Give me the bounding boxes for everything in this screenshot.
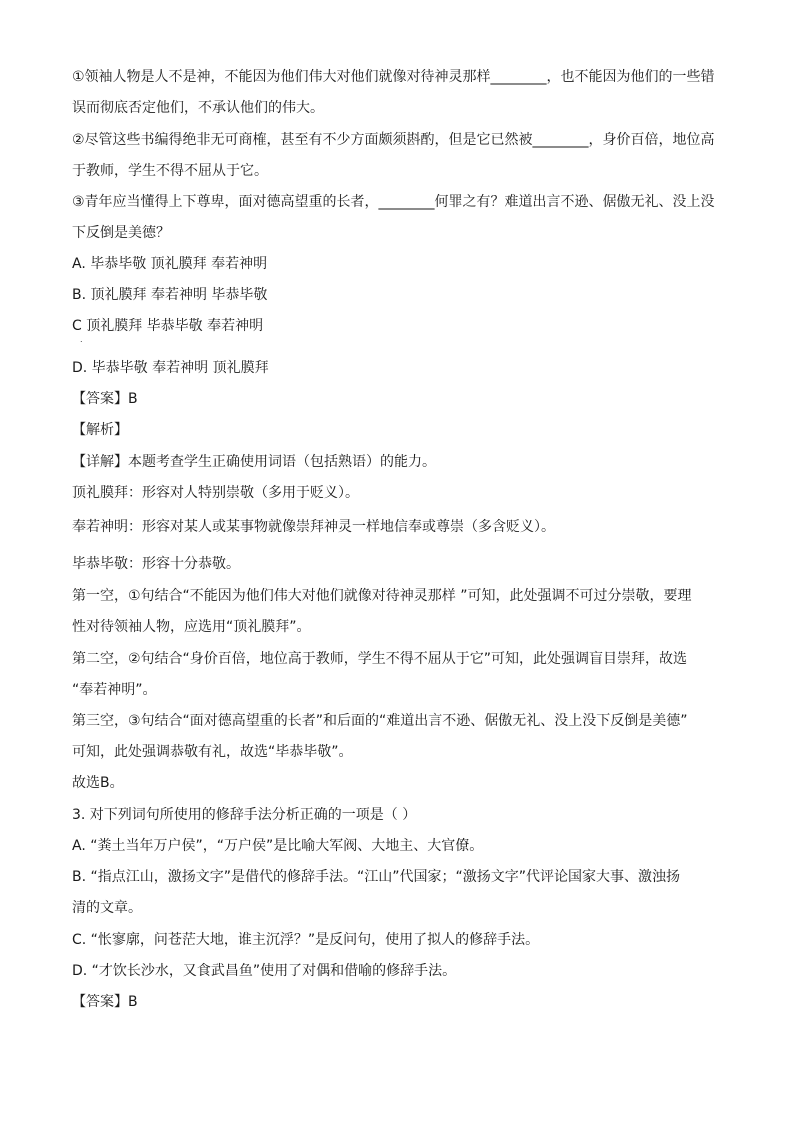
q3-option-b: B. “指点江山，激扬文字”是借代的修辞手法。“江山”代国家；“激扬文字”代评论国家大事、激浊扬 <box>72 869 681 885</box>
q3-option-a: A. “粪土当年万户侯”，“万户侯”是比喻大军阀、大地主、大官僚。 <box>72 838 484 854</box>
answer-label: 【答案】B <box>72 391 138 407</box>
blank-1-explanation-cont: 性对待领袖人物，应选用“顶礼膜拜”。 <box>72 619 311 635</box>
q3-option-d: D. “才饮长沙水，又食武昌鱼”使用了对偶和借喻的修辞手法。 <box>72 963 457 979</box>
q3-option-c: C. “怅寥廓，问苍茫大地，谁主沉浮？”是反问句，使用了拟人的修辞手法。 <box>72 932 540 948</box>
question-sentence-1-cont: 误而彻底否定他们，不承认他们的伟大。 <box>72 100 324 116</box>
stray-dot-mark: . <box>80 335 83 344</box>
definition-fengruo-shenming: 奉若神明：形容对某人或某事物就像崇拜神灵一样地信奉或尊崇（多含贬义）。 <box>72 519 555 535</box>
conclusion: 故选B。 <box>72 775 124 791</box>
question-sentence-3-cont: 下反倒是美德？ <box>72 225 170 241</box>
option-c: C 顶礼膜拜 毕恭毕敬 奉若神明 <box>72 318 264 334</box>
q3-answer-label: 【答案】B <box>72 994 138 1010</box>
detail-intro: 【详解】本题考查学生正确使用词语（包括熟语）的能力。 <box>72 454 436 470</box>
question-sentence-1: ①领袖人物是人不是神，不能因为他们伟大对他们就像对待神灵那样________，也不能因为他们的一些错 <box>72 69 715 85</box>
blank-3-explanation: 第三空，③句结合“面对德高望重的长者”和后面的“难道出言不逊、倨傲无礼、没上没下反倒是美德” <box>72 713 688 729</box>
question-sentence-3: ③青年应当懂得上下尊卑，面对德高望重的长者，________何罪之有？难道出言不逊、倨傲无礼、没上没 <box>72 194 715 210</box>
option-a: A. 毕恭毕敬 顶礼膜拜 奉若神明 <box>72 256 268 272</box>
question-sentence-2-cont: 于教师，学生不得不屈从于它。 <box>72 163 268 179</box>
definition-dingli-mobai: 顶礼膜拜：形容对人特别崇敬（多用于贬义）。 <box>72 485 359 501</box>
blank-3-explanation-cont: 可知，此处强调恭敬有礼，故选“毕恭毕敬”。 <box>72 744 353 760</box>
blank-2-explanation-cont: “奉若神明”。 <box>72 682 157 698</box>
blank-1-explanation: 第一空，①句结合“不能因为他们伟大对他们就像对待神灵那样 ”可知，此处强调不可过分崇敬，要理 <box>72 588 692 604</box>
q3-option-b-cont: 清的文章。 <box>72 900 142 916</box>
definition-bigong-bijing: 毕恭毕敬：形容十分恭敬。 <box>72 556 240 572</box>
blank-2-explanation: 第二空，②句结合“身价百倍，地位高于教师，学生不得不屈从于它”可知，此处强调盲目崇拜，故选 <box>72 651 688 667</box>
question-3-stem: 3. 对下列词句所使用的修辞手法分析正确的一项是（ ） <box>72 807 417 823</box>
analysis-label: 【解析】 <box>72 422 128 438</box>
option-d: D. 毕恭毕敬 奉若神明 顶礼膜拜 <box>72 360 269 376</box>
question-sentence-2: ②尽管这些书编得绝非无可商榷，甚至有不少方面颇须斟酌，但是它已然被________，身价百倍，地位高 <box>72 132 715 148</box>
option-b: B. 顶礼膜拜 奉若神明 毕恭毕敬 <box>72 287 268 303</box>
